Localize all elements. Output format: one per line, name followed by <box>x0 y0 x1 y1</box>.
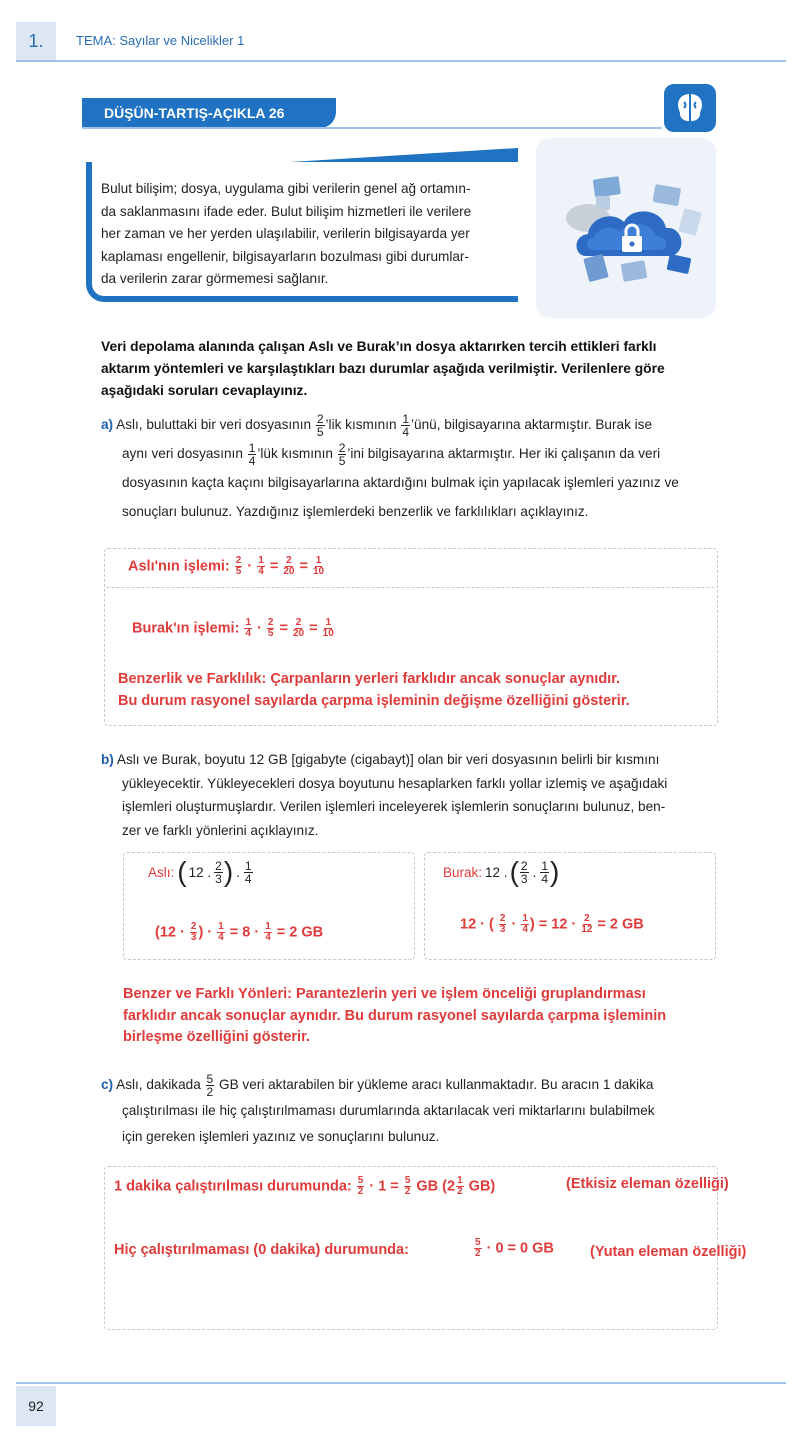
question-c-label: c) <box>101 1077 114 1092</box>
fraction: $\frac{5}{2}$ <box>206 1071 214 1099</box>
theme-title: TEMA: Sayılar ve Nicelikler 1 <box>76 33 245 48</box>
fraction: $\frac{2}{3}$ <box>215 858 222 886</box>
fraction: $\frac{2}{12}$ <box>581 913 593 935</box>
fraction: $\frac{1}{2}$ <box>457 1175 463 1197</box>
similarity-note-b: Benzer ve Farklı Yönleri: Parantezlerin yeri ve işlem önceliği gruplandırması farklıdır ancak sonuçlar aynıdır. Bu durum rasyonel sayılarda çarpma işleminin birleşme özelliğini gösterir. <box>123 986 667 1045</box>
fraction: $\frac{1}{4}$ <box>258 555 264 577</box>
burak-name: Burak: <box>443 864 483 880</box>
burak-work: Burak'ın işlemi: $\frac{1}{4}$ · $\frac{2}{5}$ = $\frac{2}{20}$ = $\frac{1}{10}$ <box>132 617 334 639</box>
intro-text: Bulut bilişim; dosya, uygulama gibi verilerin genel ağ ortamın- da saklanmasını ifade eder. Bulut bilişim hizmetleri ile verilere her zaman ve her yerden ulaşılabilir, verilerin bilgisayarda yer kaplaması engellenir, bilgisayarların bozulması gibi durumlar- da verilerin zarar görmemesi sağlanır. <box>101 181 472 287</box>
qa-text: aynı veri dosyasının <box>122 446 243 461</box>
burak-expression: Burak: 12 . ( $\frac{2}{3}$ . $\frac{1}{4}$ ) <box>443 856 560 887</box>
asli-work: Aslı'nın işlemi: $\frac{2}{5}$ · $\frac{1}{4}$ = $\frac{2}{20}$ = $\frac{1}{10}$ <box>128 555 325 577</box>
fraction: $\frac{1}{4}$ <box>244 858 252 886</box>
zero-minute-label: Hiç çalıştırılmaması (0 dakika) durumunda: <box>114 1242 409 1258</box>
fraction: $\frac{2}{3}$ <box>520 858 528 886</box>
fraction: $\frac{1}{4}$ <box>522 913 528 935</box>
qa-text: Aslı, buluttaki bir veri dosyasının <box>116 417 312 432</box>
zero-minute-work: $\frac{5}{2}$ · 0 = 0 GB <box>475 1237 554 1259</box>
activity-banner: DÜŞÜN-TARTIŞ-AÇIKLA 26 <box>82 98 336 128</box>
burak-answer: 12 · ( $\frac{2}{3}$ · $\frac{1}{4}$ ) = 12 · $\frac{2}{12}$ = 2 GB <box>460 913 644 935</box>
identity-note: (Etkisiz eleman özelliği) <box>566 1176 729 1192</box>
fraction: $\frac{1}{4}$ <box>402 411 410 439</box>
qa-text: ’lük kısmının <box>257 446 333 461</box>
asli-answer: (12 · $\frac{2}{3}$ ) · $\frac{1}{4}$ = 8 · $\frac{1}{4}$ = 2 GB <box>155 921 324 943</box>
fraction: $\frac{2}{5}$ <box>235 555 242 577</box>
fraction: $\frac{2}{20}$ <box>283 555 295 577</box>
brain-icon <box>664 84 716 132</box>
header-rule <box>16 60 786 62</box>
fraction: $\frac{2}{5}$ <box>338 440 346 468</box>
asli-name: Aslı: <box>148 864 175 880</box>
fraction: $\frac{1}{4}$ <box>218 921 224 943</box>
intro-box-top-accent <box>290 148 518 162</box>
burak-label: Burak'ın işlemi: <box>132 620 240 637</box>
qa-text: ’ünü, bilgisayarına aktarmıştır. Burak ise <box>411 417 653 432</box>
question-a-label: a) <box>101 417 114 432</box>
asli-label: Aslı'nın işlemi: <box>128 558 230 575</box>
fraction: $\frac{2}{3}$ <box>190 921 197 943</box>
question-c: c) Aslı, dakikada $\frac{5}{2}$ GB veri aktarabilen bir yükleme aracı kullanmaktadır. Bu aracın 1 dakika çalıştırılması ile hiç çalıştırılmaması durumlarında aktarılacak veri miktarlarını bulabilmek için gereken işlemleri yazınız ve sonuçlarını bulunuz. <box>101 1071 655 1144</box>
qa-text: ’ini bilgisayarına aktarmıştır. Her iki çalışanın da veri <box>347 446 661 461</box>
asli-expression: Aslı: ( 12 . $\frac{2}{3}$ ) . $\frac{1}{4}$ <box>148 856 252 887</box>
footer-rule <box>16 1382 786 1384</box>
qa-text: ’lik kısmının <box>325 417 397 432</box>
question-prompt: Veri depolama alanında çalışan Aslı ve Burak’ın dosya aktarırken tercih ettikleri farklı aktarım yöntemleri ve karşılaştıkları bazı durumlar aşağıda verilmiştir. Verilenlere göre aşağıdaki soruları cevaplayınız. <box>101 339 665 398</box>
qa-text: sonuçları bulunuz. Yazdığınız işlemlerdeki benzerlik ve farklılıkları açıklayınız. <box>122 504 589 519</box>
qa-text: dosyasının kaçta kaçını bilgisayarlarına aktardığını bulmak için yapılacak işlemleri yazınız ve <box>122 475 679 490</box>
fraction: $\frac{1}{4}$ <box>245 617 251 639</box>
chapter-number: 1. <box>16 22 56 60</box>
question-b: b) Aslı ve Burak, boyutu 12 GB [gigabyte (cigabayt)] olan bir veri dosyasının belirli bir kısmını yükleyecektir. Yükleyecekleri dosya boyutunu hesaplarken farklı yollar izlemiş ve aşağıdaki işlemleri oluşturmuşlardır. Verilen işlemleri inceleyerek işlemlerin sonuçlarını bulunuz, ben- zer ve farklı yönlerini açıklayınız. <box>101 752 668 838</box>
cloud-illustration <box>536 138 716 318</box>
page-number: 92 <box>16 1386 56 1426</box>
one-minute-work: 1 dakika çalıştırılması durumunda: $\frac{5}{2}$ · 1 = $\frac{5}{2}$ GB (2 $\frac{1}{2}$ GB) <box>114 1175 496 1197</box>
fraction: $\frac{1}{10}$ <box>322 617 334 639</box>
question-a <box>101 410 731 526</box>
fraction: $\frac{1}{4}$ <box>541 858 549 886</box>
fraction: $\frac{2}{5}$ <box>316 411 324 439</box>
fraction: $\frac{2}{5}$ <box>267 617 274 639</box>
fraction: $\frac{5}{2}$ <box>357 1175 364 1197</box>
similarity-note-a: Benzerlik ve Farklılık: Çarpanların yerleri farklıdır ancak sonuçlar aynıdır. Bu durum rasyonel sayılarda çarpma işleminin değişme özelliğini gösterir. <box>118 671 630 709</box>
fraction: $\frac{2}{3}$ <box>499 913 506 935</box>
fraction: $\frac{5}{2}$ <box>475 1237 481 1259</box>
fraction: $\frac{2}{20}$ <box>293 617 305 639</box>
absorbing-note: (Yutan eleman özelliği) <box>590 1244 747 1260</box>
fraction: $\frac{1}{4}$ <box>248 440 256 468</box>
fraction: $\frac{1}{4}$ <box>265 921 271 943</box>
fraction: $\frac{1}{10}$ <box>313 555 325 577</box>
banner-rule <box>82 127 662 129</box>
fraction: $\frac{5}{2}$ <box>404 1175 411 1197</box>
question-b-label: b) <box>101 752 114 767</box>
